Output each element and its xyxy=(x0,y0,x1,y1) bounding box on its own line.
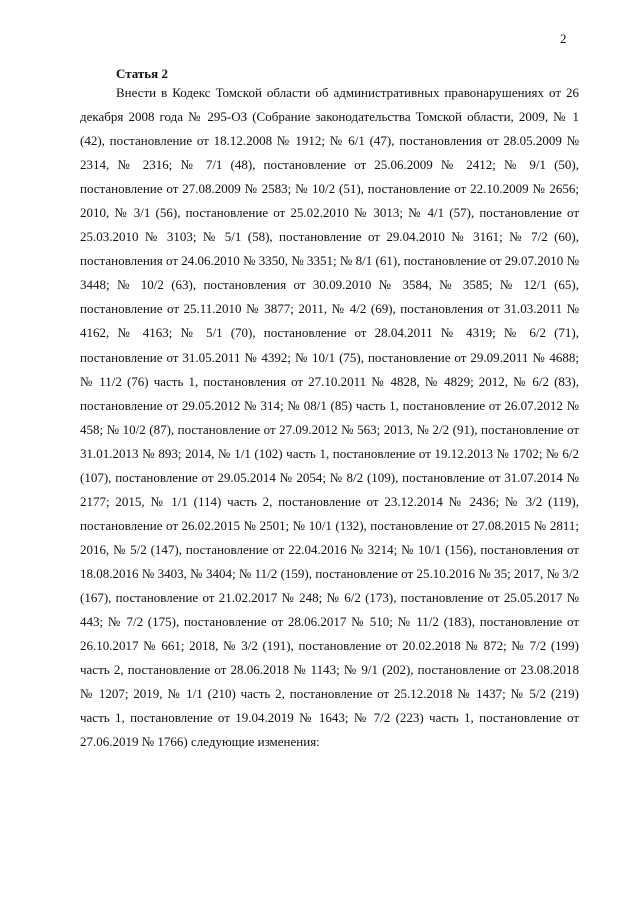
article-heading: Статья 2 xyxy=(116,66,168,81)
page-number: 2 xyxy=(560,31,567,46)
article-paragraph: Внести в Кодекс Томской области об административных правонарушениях от 26 декабря 2008 года № 295-ОЗ (Собрание законодательства Томской области, 2009, № 1 (42), постановление от 18.12.2008 № 1912; № 6/1 (47), постановления от 28.05.2009 № 2314, № 2316; № 7/1 (48), постановление от 25.06.2009 № 2412; № 9/1 (50), постановление от 27.08.2009 № 2583; № 10/2 (51), постановление от 22.10.2009 № 2656; 2010, № 3/1 (56), постановление от 25.02.2010 № 3013; № 4/1 (57), постановление от 25.03.2010 № 3103; № 5/1 (58), постановление от 29.04.2010 № 3161; № 7/2 (60), постановления от 24.06.2010 № 3350, № 3351; № 8/1 (61), постановление от 29.07.2010 № 3448; № 10/2 (63), постановления от 30.09.2010 № 3584, № 3585; № 12/1 (65), постановление от 25.11.2010 № 3877; 2011, № 4/2 (69), постановления от 31.03.2011 № 4162, № 4163; № 5/1 (70), постановление от 28.04.2011 № 4319; № 6/2 (71), постановление от 31.05.2011 № 4392; № 10/1 (75), постановление от 29.09.2011 № 4688; № 11/2 (76) часть 1, постановления от 27.10.2011 № 4828, № 4829; 2012, № 6/2 (83), постановление от 29.05.2012 № 314; № 08/1 (85) часть 1, постановление от 26.07.2012 № 458; № 10/2 (87), постановление от 27.09.2012 № 563; 2013, № 2/2 (91), постановление от 31.01.2013 № 893; 2014, № 1/1 (102) часть 1, постановление от 19.12.2013 № 1702; № 6/2 (107), постановление от 29.05.2014 № 2054; № 8/2 (109), постановление от 31.07.2014 № 2177; 2015, № 1/1 (114) часть 2, постановление от 23.12.2014 № 2436; № 3/2 (119), постановление от 26.02.2015 № 2501; № 10/1 (132), постановление от 27.08.2015 № 2811; 2016, № 5/2 (147), постановление от 22.04.2016 № 3214; № 10/1 (156), постановления от 18.08.2016 № 3403, № 3404; № 11/2 (159), постановление от 25.10.2016 № 35; 2017, № 3/2 (167), постановление от 21.02.2017 № 248; № 6/2 (173), постановление от 25.05.2017 № 443; № 7/2 (175), постановление от 28.06.2017 № 510; № 11/2 (183), постановление от 26.10.2017 № 661; 2018, № 3/2 (191), постановление от 20.02.2018 № 872; № 7/2 (199) часть 2, постановление от 28.06.2018 № 1143; № 9/1 (202), постановление от 23.08.2018 № 1207; 2019, № 1/1 (210) часть 2, постановление от 25.12.2018 № 1437; № 5/2 (219) часть 1, постановление от 19.04.2019 № 1643; № 7/2 (223) часть 1, постановление от 27.06.2019 № 1766) следующие изменения: xyxy=(80,85,579,750)
